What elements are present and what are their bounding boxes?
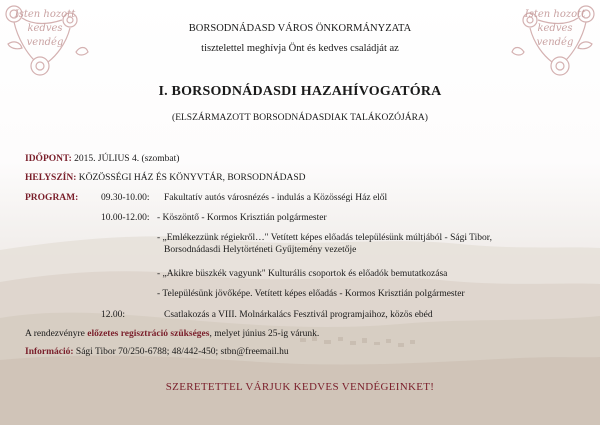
event-title: I. BORSODNÁDASDI HAZAHÍVOGATÓRA [158,84,442,99]
program-item: - Köszöntő - Kormos Krisztián polgármester [157,213,327,223]
contact-info [25,346,289,358]
registration-suffix: , melyet június 25-ig várunk. [209,329,320,339]
date-value: 2015. JÚLIUS 4. (szombat) [74,154,180,164]
registration-emphasis: előzetes regisztráció szükséges [87,329,210,339]
date-row [25,153,179,165]
venue-value: KÖZÖSSÉGI HÁZ ÉS KÖNYVTÁR, BORSODNÁDASD [78,173,306,183]
program-item: Fakultatív autós városnézés - indulás a Közösségi Ház elől [164,193,388,203]
ornament-text-line: Isten hozott [14,9,76,20]
registration-prefix: A rendezvényre [25,329,88,339]
floral-ornament-left [0,0,90,80]
venue-row [25,172,305,184]
program-item: Csatlakozás a VIII. Molnárkalács Fesztivál programjaihoz, közös ebéd [164,310,433,320]
program-item: - „Akikre büszkék vagyunk" Kulturális csoportok és előadók bemutatkozása [157,269,448,279]
ornament-text-line: kedves [27,23,63,34]
info-label: Információ: [25,347,74,357]
program-item: - Településünk jövőképe. Vetített képes előadás - Kormos Krisztián polgármester [157,289,465,299]
info-value: Sági Tibor 70/250-6788; 48/442-450; stbn@freemail.hu [75,347,289,357]
ornament-text-line: Isten hozott [524,9,586,20]
ornament-text-line: vendég [536,37,574,48]
program-item: - „Emlékezzünk régiekről…" Vetített képes előadás településünk múltjából - Sági Tibor, [157,233,492,243]
invitation-line: tisztelettel meghívja Önt és kedves családját az [201,43,399,54]
program-label: PROGRAM: [25,193,79,203]
ornament-text-line: kedves [537,23,573,34]
program-item-continuation: Borsodnádasdi Helytörténeti Gyűjtemény vezetője [164,245,357,255]
registration-note [25,328,319,340]
event-subtitle: (ELSZÁRMAZOTT BORSODNÁDASDIAK TALÁKOZÓJÁRA) [172,113,428,123]
ornament-text-line: vendég [26,37,64,48]
floral-ornament-right [510,0,600,80]
program-time: 12.00: [101,310,126,320]
date-label: IDŐPONT: [25,154,72,164]
venue-label: HELYSZÍN: [25,173,77,183]
organization-name: BORSODNÁDASD VÁROS ÖNKORMÁNYZATA [188,23,412,34]
program-time: 09.30-10.00: [101,193,150,203]
closing-message: SZERETETTEL VÁRJUK KEDVES VENDÉGEINKET! [165,381,435,393]
program-time: 10.00-12.00: [101,213,150,223]
